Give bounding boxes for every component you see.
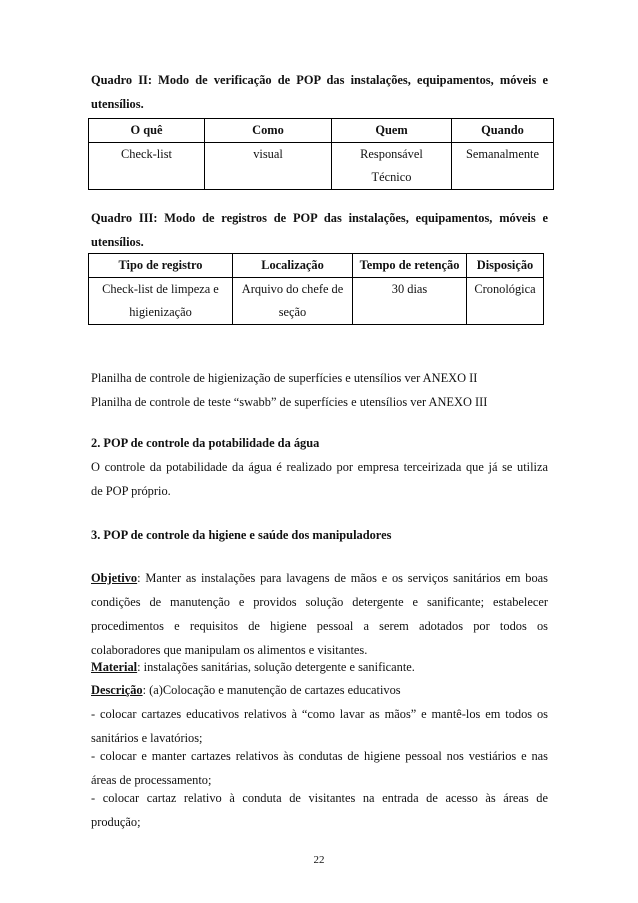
- bullet1-line2: sanitários e lavatórios;: [91, 731, 203, 745]
- bullet3-line2: produção;: [91, 815, 141, 829]
- table-row: [89, 278, 544, 325]
- bullet1-line1: - colocar cartazes educativos relativos à “como lavar as mãos” e mantê-los em todos os: [91, 707, 548, 721]
- cell-line: seção: [278, 305, 307, 319]
- quadro3-title-line2: utensílios.: [91, 235, 144, 249]
- quadro2-table: [88, 118, 554, 190]
- objetivo-line3: procedimentos e requisitos de higiene pessoal a serem adotados por todos os: [91, 619, 548, 633]
- descricao-text: : (a)Colocação e manutenção de cartazes educativos: [142, 683, 401, 697]
- cell-line: Técnico: [371, 170, 412, 184]
- cell-line: Responsável: [360, 147, 423, 161]
- bullet2-line1: - colocar e manter cartazes relativos às condutas de higiene pessoal nos vestiários e nas: [91, 749, 548, 763]
- cell-line: Arquivo do chefe de: [241, 282, 344, 296]
- table-header-cell: Tempo de retenção: [353, 254, 467, 278]
- table-header-cell: Localização: [233, 254, 353, 278]
- objetivo-label: Objetivo: [91, 571, 138, 585]
- descricao-line: [91, 678, 548, 702]
- bullet3-line1: - colocar cartaz relativo à conduta de visitantes na entrada de acesso às áreas de: [91, 791, 548, 805]
- objetivo-line2: condições de manutenção e providos solução detergente e sanificante; estabelecer: [91, 595, 548, 609]
- section2-heading: 2. POP de controle da potabilidade da água: [91, 436, 320, 450]
- objetivo-line1: [91, 566, 548, 590]
- cell-line: higienização: [129, 305, 192, 319]
- bullet2-line2: áreas de processamento;: [91, 773, 212, 787]
- table-header-cell: Quando: [452, 119, 554, 143]
- material-line: [91, 655, 548, 679]
- table-header-cell: Quem: [332, 119, 452, 143]
- material-label: Material: [91, 660, 138, 674]
- quadro2-title-line2: utensílios.: [91, 97, 144, 111]
- page-number: 22: [313, 854, 325, 866]
- table-header-cell: Como: [205, 119, 332, 143]
- section2-line2: de POP próprio.: [91, 484, 171, 498]
- objetivo-line4: colaboradores que manipulam os alimentos e visitantes.: [91, 643, 368, 657]
- table-header-row: [89, 119, 554, 143]
- table-header-row: [89, 254, 544, 278]
- quadro2-title-line1: Quadro II: Modo de verificação de POP das instalações, equipamentos, móveis e: [91, 73, 548, 87]
- quadro3-table: [88, 253, 544, 325]
- planilha-line: Planilha de controle de higienização de superfícies e utensílios ver ANEXO II: [91, 371, 478, 385]
- quadro3-title-line1: Quadro III: Modo de registros de POP das instalações, equipamentos, móveis e: [91, 211, 548, 225]
- material-text: : instalações sanitárias, solução detergente e sanificante.: [137, 660, 415, 674]
- planilha-line: Planilha de controle de teste “swabb” de superfícies e utensílios ver ANEXO III: [91, 395, 488, 409]
- table-cell: [89, 278, 233, 325]
- objetivo-text: : Manter as instalações para lavagens de mãos e os serviços sanitários em boas: [137, 571, 548, 585]
- table-cell: Cronológica: [467, 278, 544, 325]
- table-row: [89, 143, 554, 190]
- descricao-label: Descrição: [91, 683, 143, 697]
- cell-line: Check-list de limpeza e: [102, 282, 219, 296]
- table-cell: Check-list: [89, 143, 205, 190]
- table-header-cell: Tipo de registro: [89, 254, 233, 278]
- table-header-cell: Disposição: [467, 254, 544, 278]
- section2-line1: O controle da potabilidade da água é realizado por empresa terceirizada que já se utiliza: [91, 460, 548, 474]
- table-cell: 30 dias: [353, 278, 467, 325]
- table-cell: [233, 278, 353, 325]
- table-header-cell: O quê: [89, 119, 205, 143]
- table-cell: Semanalmente: [452, 143, 554, 190]
- table-cell: visual: [205, 143, 332, 190]
- table-cell: [332, 143, 452, 190]
- section3-heading: 3. POP de controle da higiene e saúde dos manipuladores: [91, 528, 392, 542]
